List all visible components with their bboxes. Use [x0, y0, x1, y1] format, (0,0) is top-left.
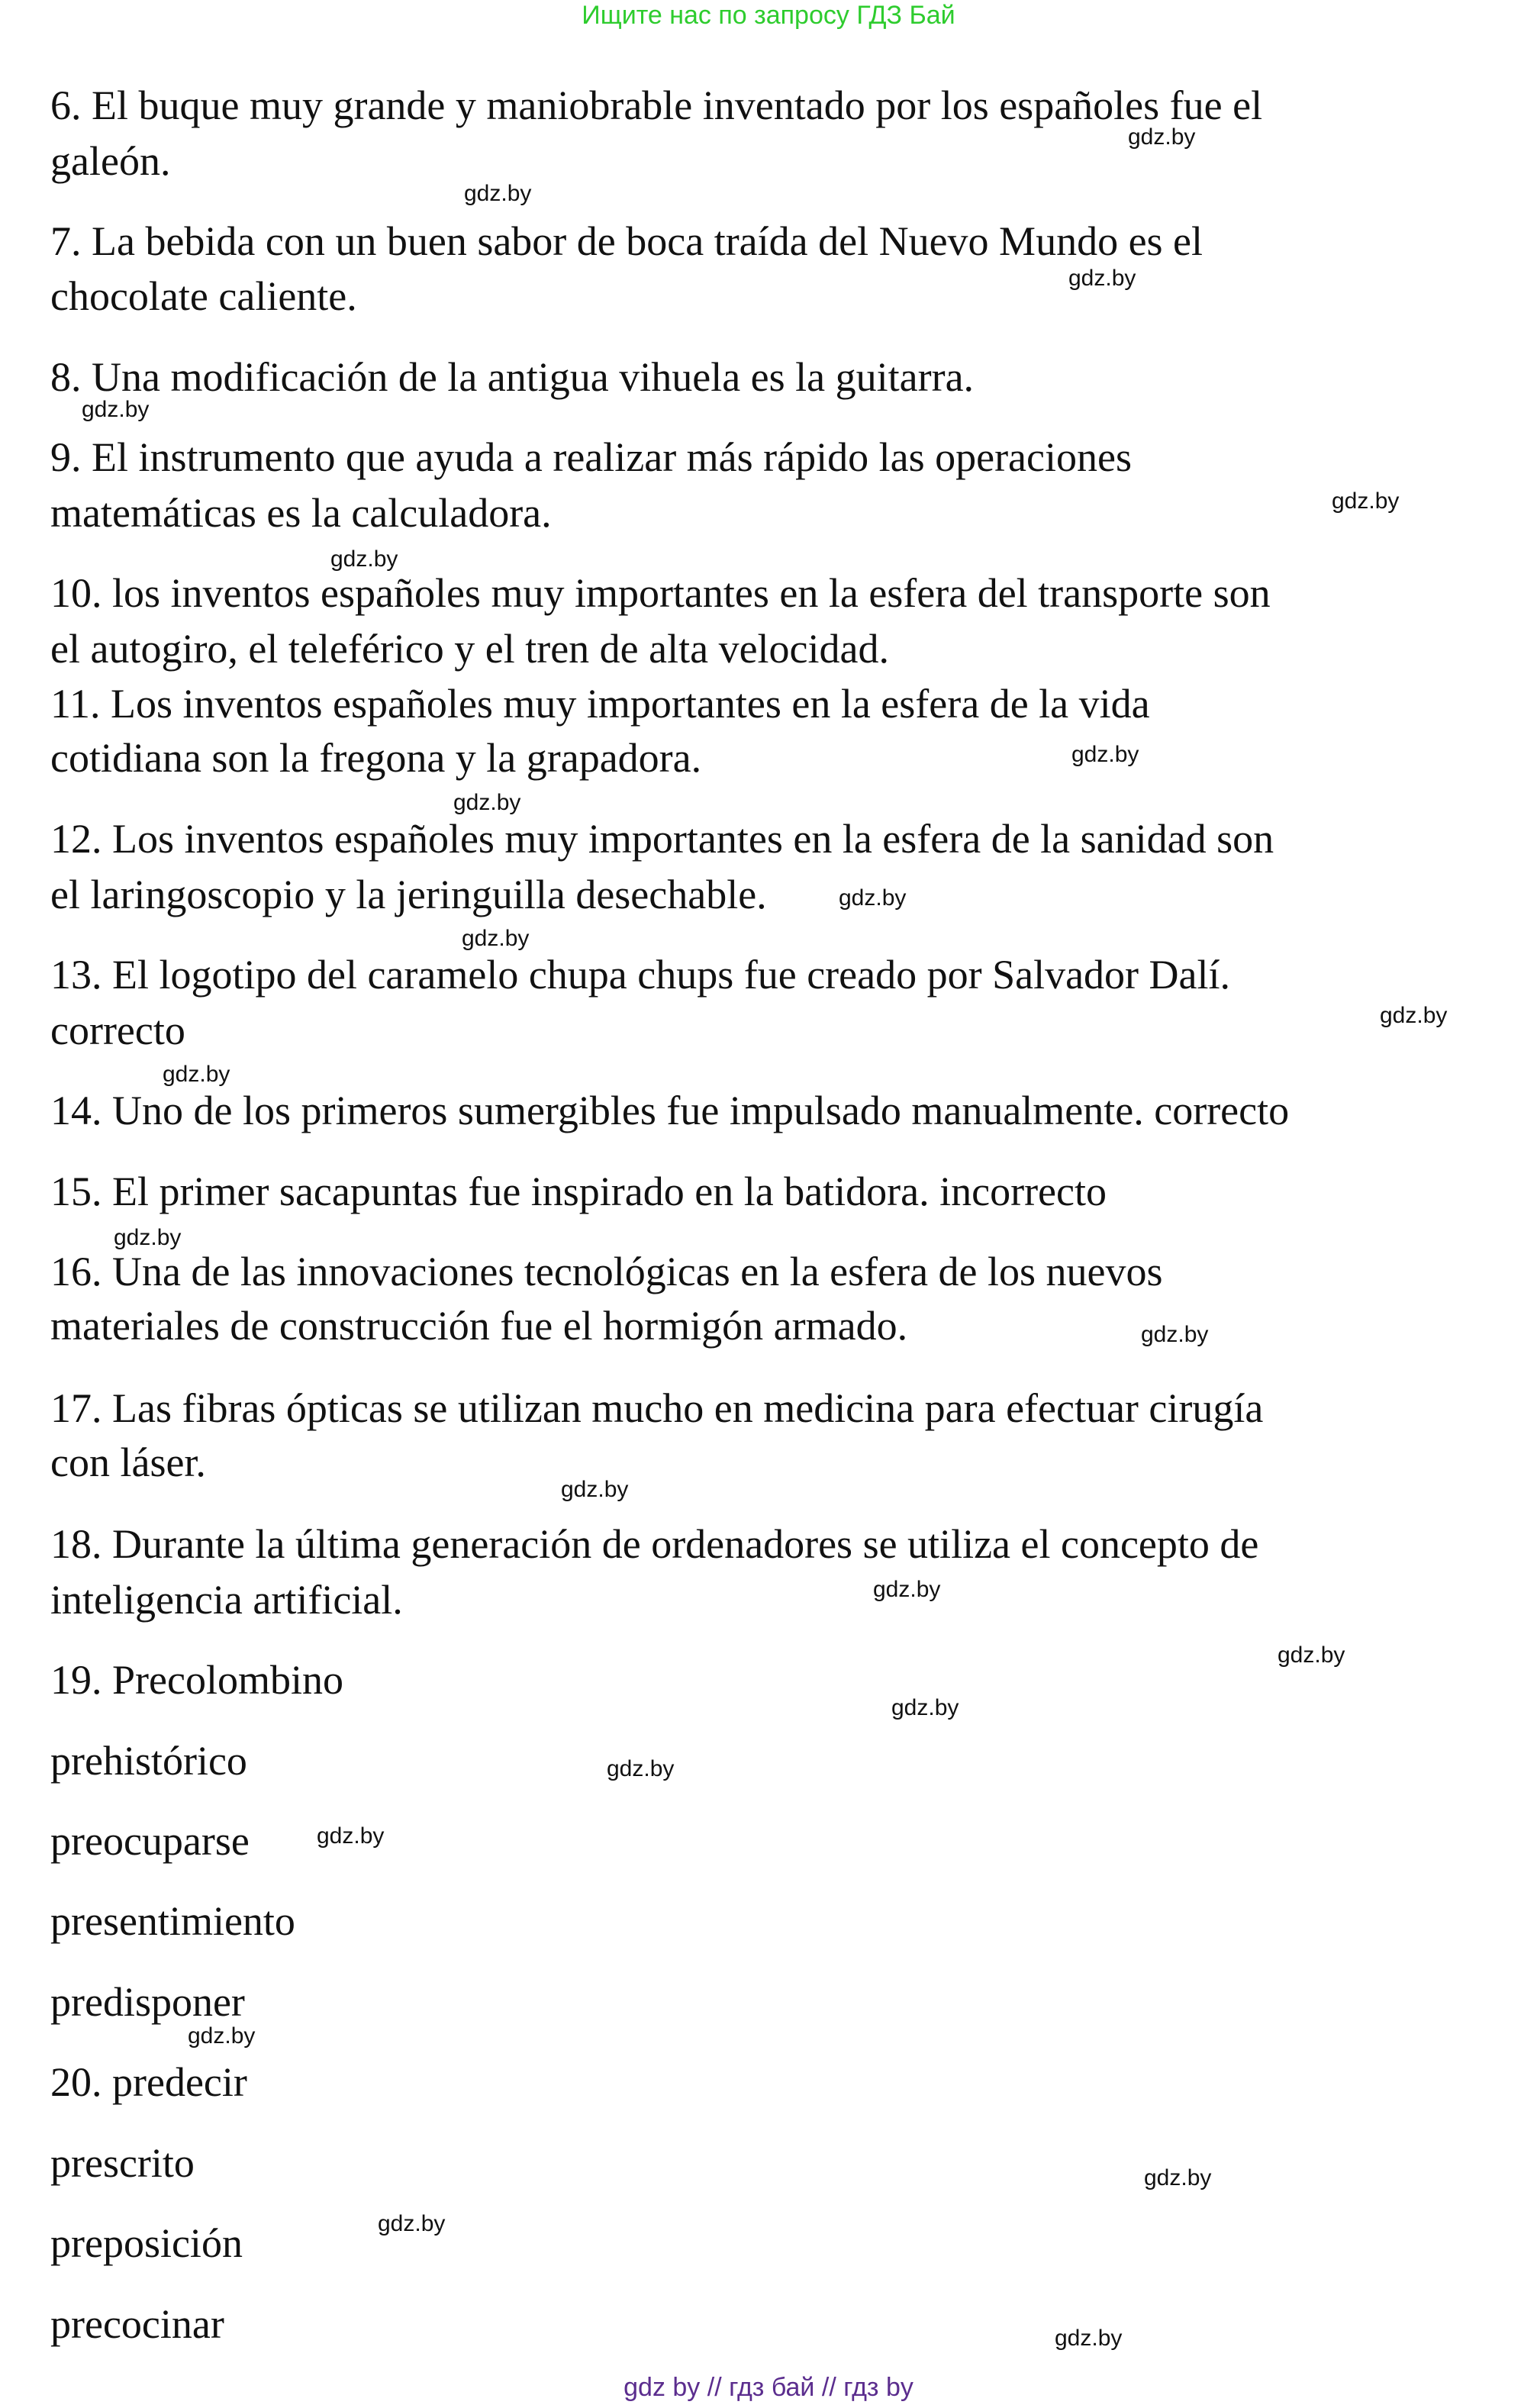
answer-line: 20. predecir: [50, 2059, 247, 2105]
watermark: gdz.by: [464, 181, 532, 206]
watermark: gdz.by: [1068, 266, 1136, 291]
answer-line: prescrito: [50, 2140, 195, 2186]
answer-line: 18. Durante la última generación de ordenadores se utiliza el concepto de: [50, 1521, 1259, 1567]
answer-line: inteligencia artificial.: [50, 1577, 403, 1623]
answer-line: 11. Los inventos españoles muy importantes en la esfera de la vida: [50, 681, 1150, 727]
watermark: gdz.by: [1380, 1003, 1448, 1028]
answer-line: matemáticas es la calculadora.: [50, 490, 552, 536]
answer-line: el autogiro, el teleférico y el tren de alta velocidad.: [50, 626, 889, 672]
answer-line: preposición: [50, 2220, 243, 2266]
answer-line: presentimiento: [50, 1898, 295, 1944]
answer-line: 15. El primer sacapuntas fue inspirado en la batidora. incorrecto: [50, 1169, 1107, 1214]
watermark: gdz.by: [462, 926, 530, 951]
answer-line: con láser.: [50, 1439, 206, 1485]
watermark: gdz.by: [330, 546, 398, 572]
answer-line: preocuparse: [50, 1818, 250, 1864]
watermark: gdz.by: [1332, 488, 1400, 514]
answer-line: predisponer: [50, 1979, 245, 2025]
watermark: gdz.by: [1055, 2326, 1123, 2351]
watermark: gdz.by: [561, 1477, 629, 1502]
footer-banner[interactable]: gdz by // гдз бай // гдз by: [624, 2373, 914, 2402]
watermark: gdz.by: [188, 2023, 256, 2049]
answer-line: 6. El buque muy grande y maniobrable inventado por los españoles fue el: [50, 82, 1263, 128]
watermark: gdz.by: [1278, 1642, 1345, 1668]
answer-line: precocinar: [50, 2301, 224, 2347]
watermark: gdz.by: [163, 1062, 230, 1087]
answer-line: prehistórico: [50, 1738, 247, 1784]
watermark: gdz.by: [1144, 2165, 1212, 2190]
answer-line: 8. Una modificación de la antigua vihuela es la guitarra.: [50, 354, 975, 400]
watermark: gdz.by: [82, 397, 150, 422]
answer-line: 13. El logotipo del caramelo chupa chups fue creado por Salvador Dalí.: [50, 952, 1230, 998]
answer-line: 14. Uno de los primeros sumergibles fue impulsado manualmente. correcto: [50, 1088, 1290, 1133]
header-banner[interactable]: Ищите нас по запросу ГДЗ Бай: [582, 1, 955, 30]
answer-line: 10. los inventos españoles muy importantes en la esfera del transporte son: [50, 570, 1271, 616]
answer-line: 17. Las fibras ópticas se utilizan mucho en medicina para efectuar cirugía: [50, 1385, 1264, 1431]
watermark: gdz.by: [1128, 124, 1196, 150]
answer-line: materiales de construcción fue el hormigón armado.: [50, 1303, 908, 1349]
answer-line: 19. Precolombino: [50, 1657, 343, 1703]
answer-line: chocolate caliente.: [50, 273, 357, 319]
watermark: gdz.by: [607, 1756, 675, 1781]
answer-line: 12. Los inventos españoles muy importantes en la esfera de la sanidad son: [50, 816, 1274, 862]
answer-line: 16. Una de las innovaciones tecnológicas en la esfera de los nuevos: [50, 1249, 1163, 1294]
watermark: gdz.by: [873, 1577, 941, 1602]
watermark: gdz.by: [453, 790, 521, 815]
answer-line: el laringoscopio y la jeringuilla desechable.: [50, 872, 767, 917]
answer-line: 9. El instrumento que ayuda a realizar más rápido las operaciones: [50, 434, 1132, 480]
watermark: gdz.by: [317, 1823, 385, 1849]
watermark: gdz.by: [891, 1695, 959, 1720]
answer-line: galeón.: [50, 138, 171, 184]
watermark: gdz.by: [1141, 1322, 1209, 1347]
answer-line: cotidiana son la fregona y la grapadora.: [50, 735, 702, 781]
watermark: gdz.by: [378, 2211, 446, 2236]
answer-line: correcto: [50, 1007, 185, 1053]
watermark: gdz.by: [1071, 742, 1139, 767]
watermark: gdz.by: [839, 885, 907, 911]
answer-line: 7. La bebida con un buen sabor de boca traída del Nuevo Mundo es el: [50, 218, 1204, 264]
watermark: gdz.by: [114, 1225, 182, 1250]
